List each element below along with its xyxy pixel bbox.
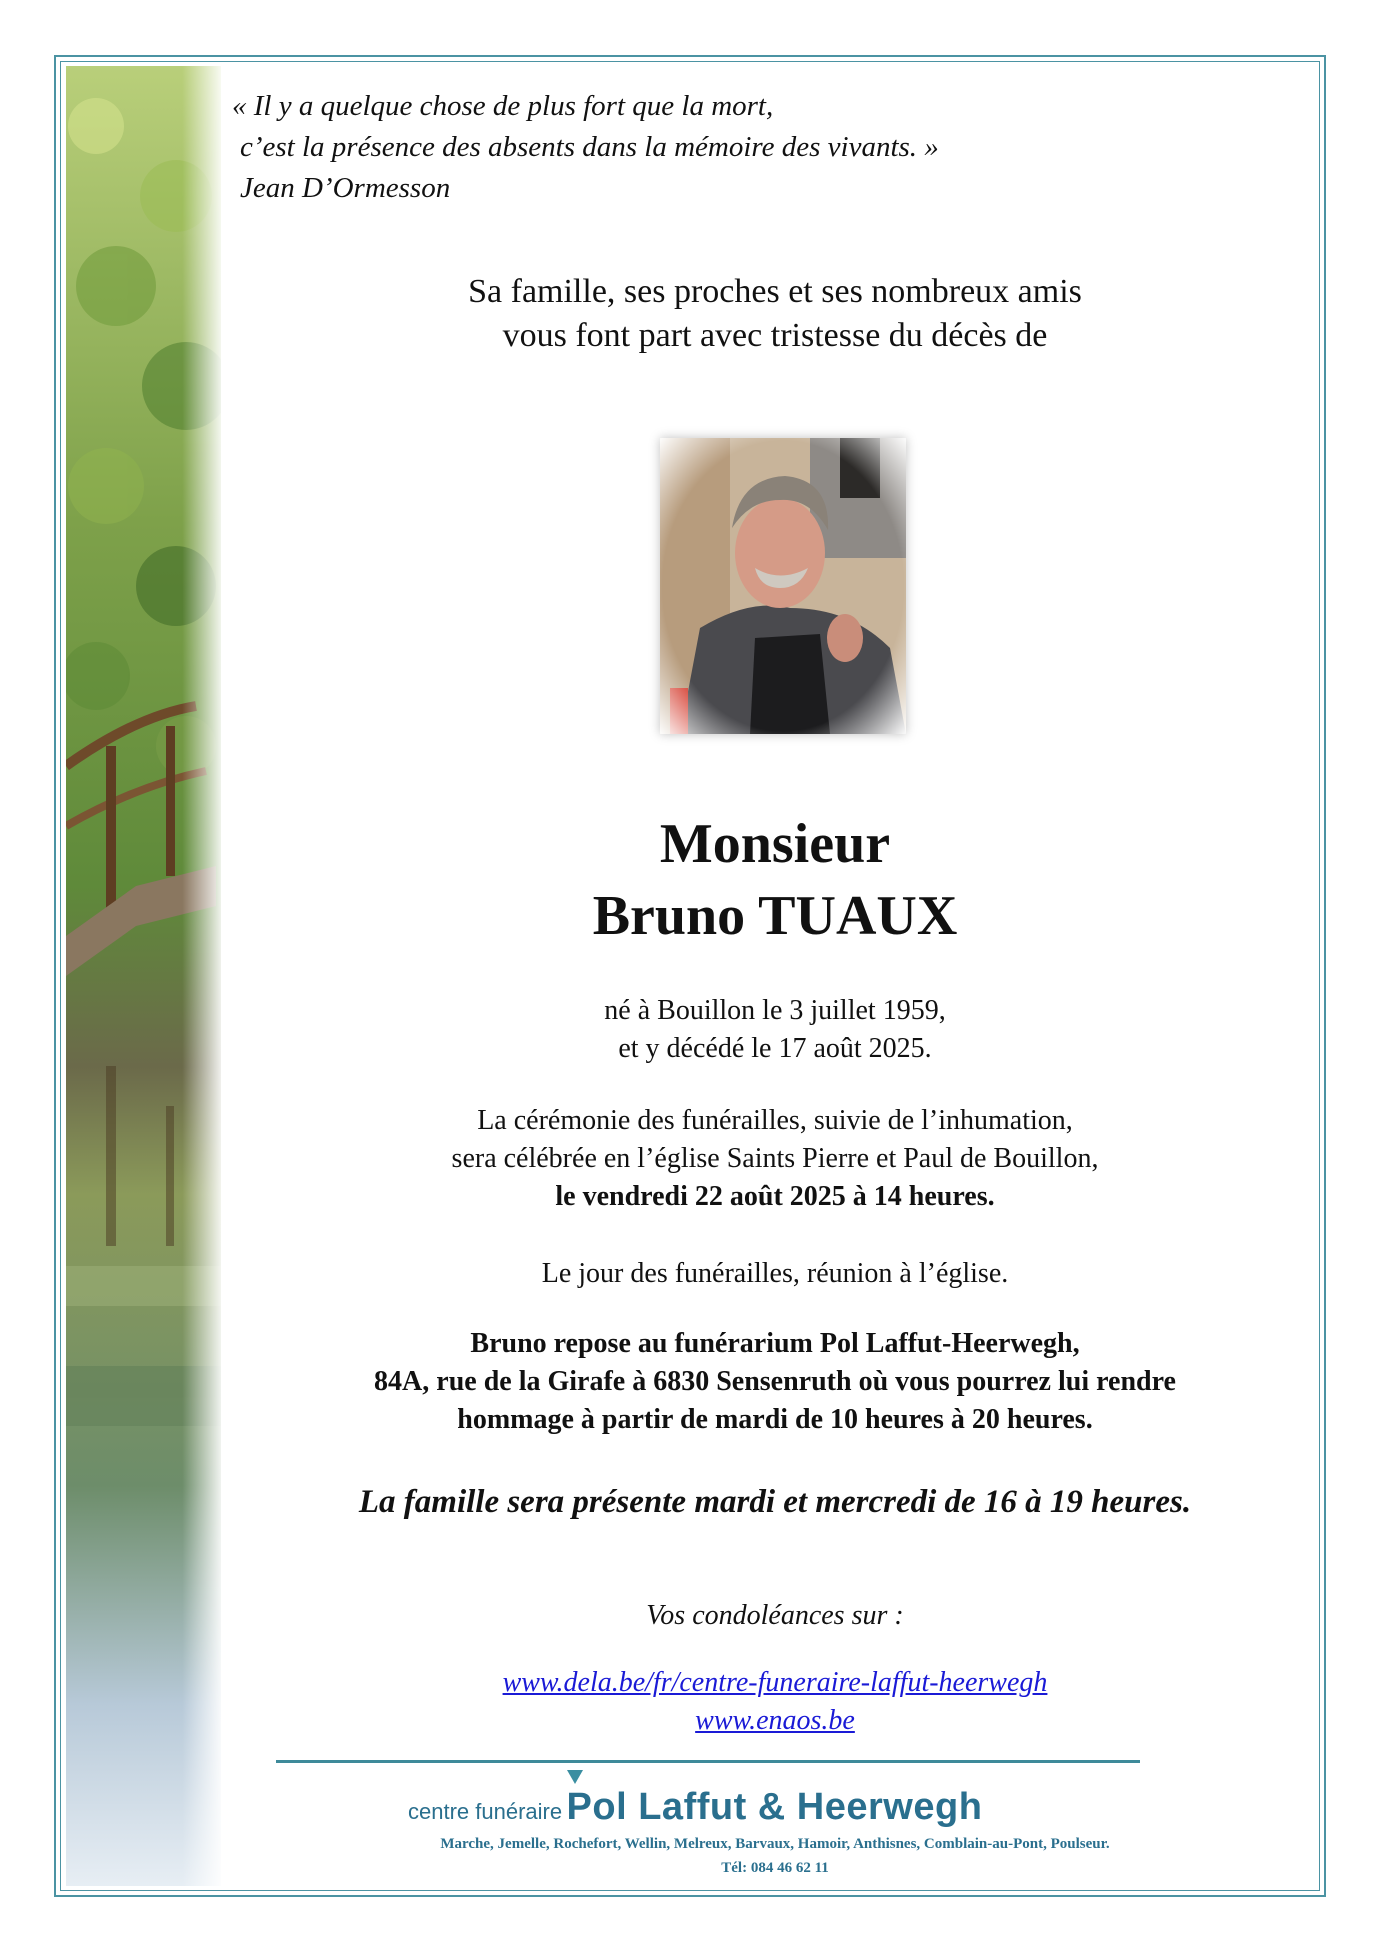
repose-line-1: Bruno repose au funérarium Pol Laffut-Heerwegh, [470,1328,1080,1359]
birth-death-dates [270,992,1280,1068]
ceremony-line-2: sera célébrée en l’église Saints Pierre et Paul de Bouillon, [451,1143,1099,1174]
death-line: et y décédé le 17 août 2025. [618,1033,932,1064]
quote-block [232,86,939,209]
ceremony-date: le vendredi 22 août 2025 à 14 heures. [555,1181,995,1212]
phone-number: Tél: 084 46 62 11 [721,1860,829,1876]
ceremony-info [270,1102,1280,1216]
deceased-name: Bruno TUAUX [592,885,958,947]
quote-author: Jean D’Ormesson [240,172,451,204]
branch-locations: Marche, Jemelle, Rochefort, Wellin, Melreux, Barvaux, Hamoir, Anthisnes, Comblain-au-Pont, Poulseur. [440,1836,1110,1852]
funeral-home-logo [408,1786,982,1829]
ceremony-line-1: La cérémonie des funérailles, suivie de l’inhumation, [477,1105,1073,1136]
quote-line-2: c’est la présence des absents dans la mémoire des vivants. » [240,131,939,163]
quote-line-1: « Il y a quelque chose de plus fort que la mort, [232,90,774,122]
repose-line-2: 84A, rue de la Girafe à 6830 Sensenruth où vous pourrez lui rendre [374,1366,1176,1397]
intro-line-1: Sa famille, ses proches et ses nombreux amis [468,273,1082,310]
side-landscape-image [66,66,221,1886]
enaos-link[interactable]: www.enaos.be [695,1705,855,1736]
dela-link[interactable]: www.dela.be/fr/centre-funeraire-laffut-heerwegh [502,1667,1048,1698]
intro-line-2: vous font part avec tristesse du décès de [502,317,1048,354]
logo-triangle-icon [567,1770,583,1784]
condolence-links [270,1664,1280,1740]
condolences-label: Vos condoléances sur : [646,1600,904,1631]
reunion-info: Le jour des funérailles, réunion à l’église. [541,1258,1009,1289]
birth-line: né à Bouillon le 3 juillet 1959, [604,995,946,1026]
portrait-photo [660,438,906,734]
intro-text [270,270,1280,358]
logo-prefix: centre funéraire [408,1799,563,1824]
deceased-title [270,808,1280,952]
family-presence-note: La famille sera présente mardi et mercredi de 16 à 19 heures. [358,1484,1192,1520]
footer-divider [276,1760,1140,1763]
honorific: Monsieur [659,813,891,875]
repose-line-3: hommage à partir de mardi de 10 heures à 20 heures. [457,1404,1093,1435]
logo-brand: Pol Laffut & Heerwegh [566,1786,983,1828]
funerarium-info [270,1325,1280,1439]
